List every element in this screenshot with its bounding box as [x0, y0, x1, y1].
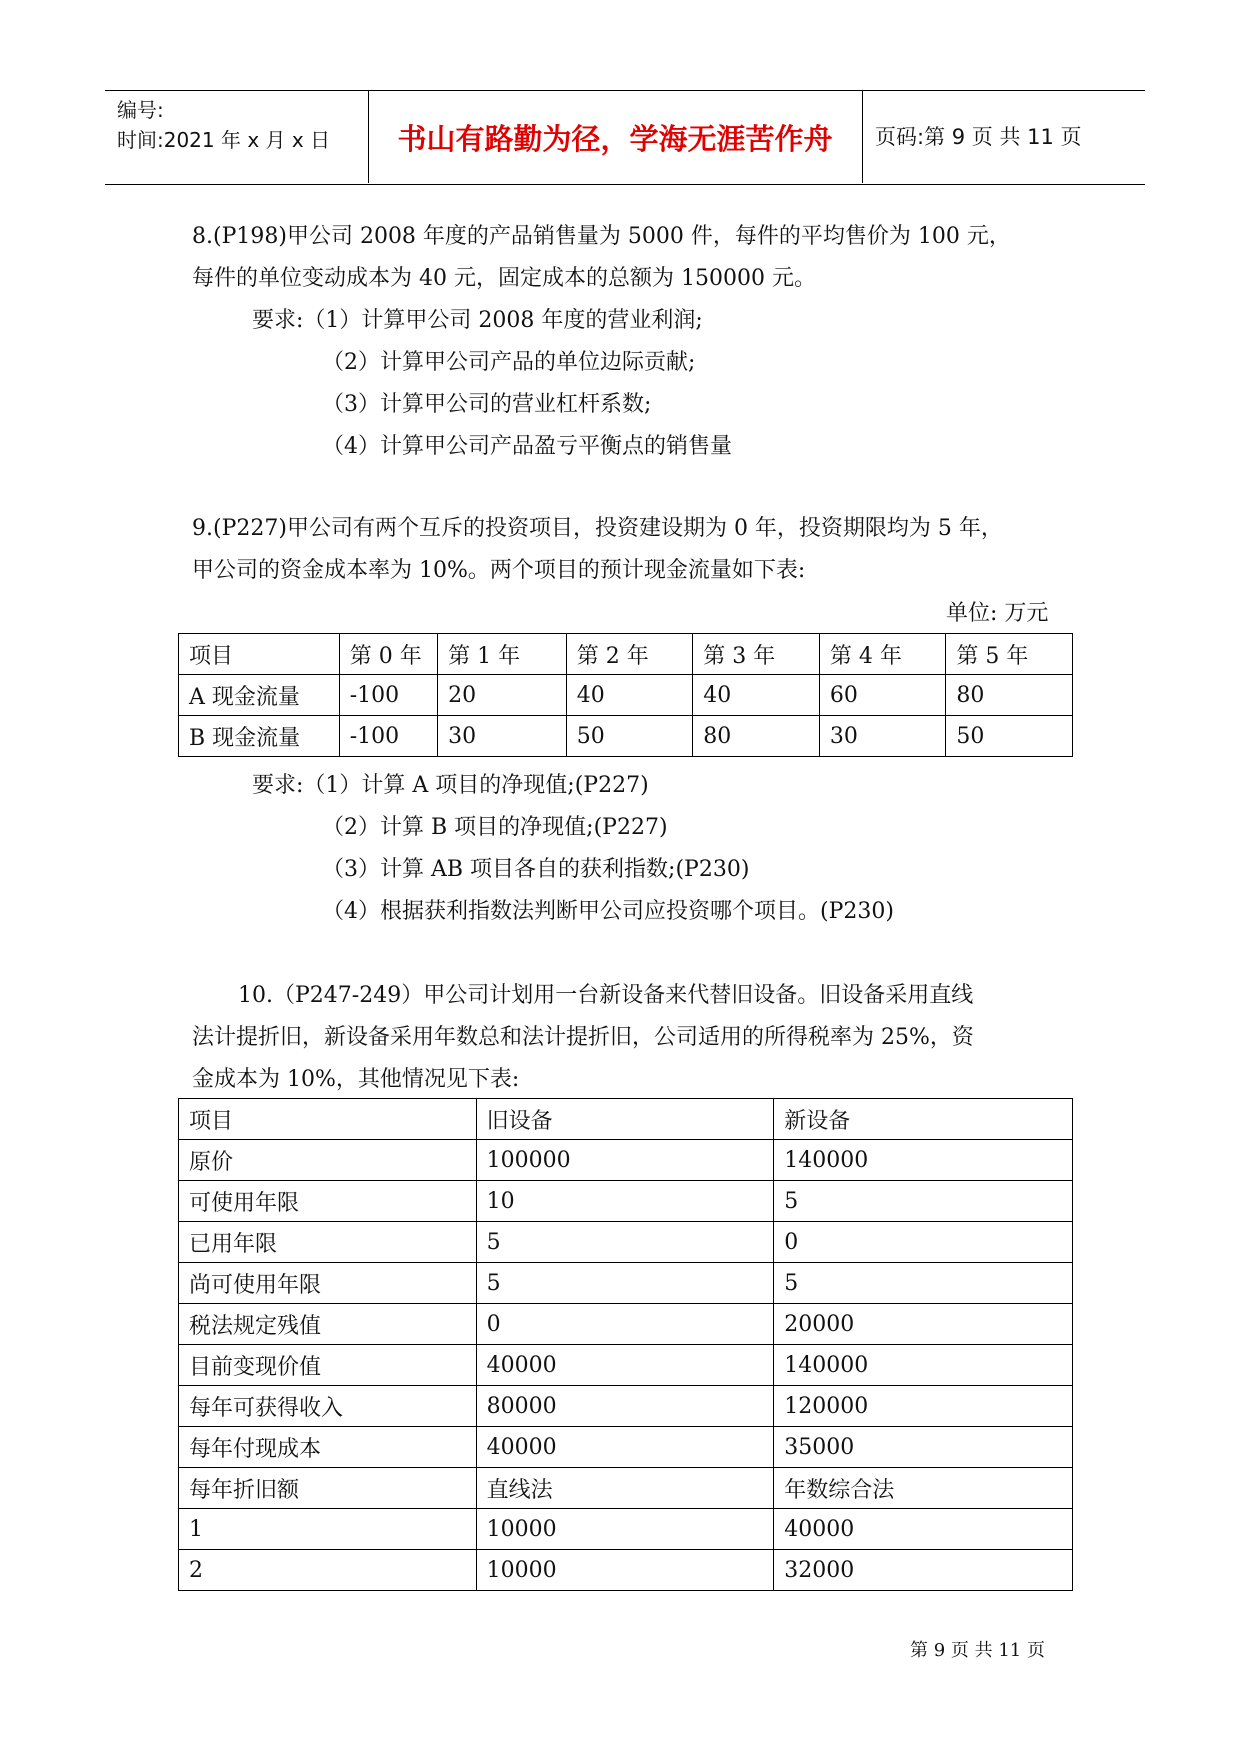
table-cell: 80 — [693, 716, 820, 757]
table-cell: B 现金流量 — [179, 716, 340, 757]
q10-line1: 10.（P247-249）甲公司计划用一台新设备来代替旧设备。旧设备采用直线 — [238, 983, 974, 1008]
table-cell: A 现金流量 — [179, 675, 340, 716]
table-row — [179, 1222, 1073, 1263]
table-header-cell: 新设备 — [774, 1099, 1073, 1140]
q8-line1: 8.(P198)甲公司 2008 年度的产品销售量为 5000 件，每件的平均售价为 100 元， — [192, 224, 1011, 249]
table-cell: 税法规定残值 — [179, 1304, 477, 1345]
table-header-cell: 项目 — [179, 1099, 477, 1140]
table-cell: 0 — [476, 1304, 774, 1345]
table-cell: 140000 — [774, 1140, 1073, 1181]
table-cell: 5 — [774, 1181, 1073, 1222]
table-header-cell: 第 2 年 — [566, 634, 693, 675]
table-row — [179, 1345, 1073, 1386]
table-cell: 40000 — [476, 1345, 774, 1386]
table-cell: 30 — [819, 716, 946, 757]
table-cell: 1 — [179, 1509, 477, 1550]
table-cell: 40000 — [774, 1509, 1073, 1550]
table-cell: 5 — [476, 1263, 774, 1304]
table-cell: 40 — [693, 675, 820, 716]
q8-line2: 每件的单位变动成本为 40 元，固定成本的总额为 150000 元。 — [192, 266, 816, 291]
table-cell: 32000 — [774, 1550, 1073, 1591]
q9-req1: 要求:（1）计算 A 项目的净现值;(P227) — [252, 773, 649, 798]
table-cell: 20 — [438, 675, 567, 716]
table-cell: 每年可获得收入 — [179, 1386, 477, 1427]
table-cell: 10000 — [476, 1509, 774, 1550]
header-divider — [368, 91, 369, 183]
table-cell: 40000 — [476, 1427, 774, 1468]
table-cell: 原价 — [179, 1140, 477, 1181]
table-cell: 0 — [774, 1222, 1073, 1263]
number-label: 编号: — [117, 98, 164, 122]
q9-line2: 甲公司的资金成本率为 10%。两个项目的预计现金流量如下表: — [192, 558, 806, 583]
table-cell: 40 — [566, 675, 693, 716]
table-cell: 已用年限 — [179, 1222, 477, 1263]
table-header-cell: 旧设备 — [476, 1099, 774, 1140]
table-cell: 5 — [476, 1222, 774, 1263]
table-row — [179, 1386, 1073, 1427]
table-header-row — [179, 1099, 1073, 1140]
table-cell: 目前变现价值 — [179, 1345, 477, 1386]
table-cell: -100 — [339, 716, 437, 757]
time-label: 时间:2021 年 x 月 x 日 — [117, 128, 331, 152]
table-row — [179, 1427, 1073, 1468]
table-cell: 5 — [774, 1263, 1073, 1304]
equipment-table — [178, 1098, 1073, 1591]
q9-req2: （2）计算 B 项目的净现值;(P227) — [322, 815, 668, 840]
table-cell: 10000 — [476, 1550, 774, 1591]
table-row — [179, 1509, 1073, 1550]
q8-req3: （3）计算甲公司的营业杠杆系数; — [322, 392, 652, 417]
table-cell: 2 — [179, 1550, 477, 1591]
table-row — [179, 1550, 1073, 1591]
table-header-cell: 第 5 年 — [946, 634, 1073, 675]
table-cell: 80000 — [476, 1386, 774, 1427]
q9-line1: 9.(P227)甲公司有两个互斥的投资项目，投资建设期为 0 年，投资期限均为 5 年， — [192, 516, 1003, 541]
table-cell: 35000 — [774, 1427, 1073, 1468]
q9-unit: 单位: 万元 — [946, 601, 1049, 626]
table-cell: 120000 — [774, 1386, 1073, 1427]
table-header-cell: 第 4 年 — [819, 634, 946, 675]
table-cell: 100000 — [476, 1140, 774, 1181]
header-motto: 书山有路勤为径，学海无涯苦作舟 — [397, 121, 833, 156]
table-row — [179, 1263, 1073, 1304]
table-header-cell: 项目 — [179, 634, 340, 675]
table-header-cell: 第 0 年 — [339, 634, 437, 675]
page-header — [105, 90, 1145, 185]
table-row — [179, 1468, 1073, 1509]
table-cell: 可使用年限 — [179, 1181, 477, 1222]
table-row — [179, 1304, 1073, 1345]
page-footer: 第 9 页 共 11 页 — [910, 1640, 1045, 1661]
table-cell: 80 — [946, 675, 1073, 716]
table-cell: 尚可使用年限 — [179, 1263, 477, 1304]
q8-req2: （2）计算甲公司产品的单位边际贡献; — [322, 350, 696, 375]
q9-req4: （4）根据获利指数法判断甲公司应投资哪个项目。(P230) — [322, 899, 894, 924]
table-cell: 50 — [566, 716, 693, 757]
q8-req4: （4）计算甲公司产品盈亏平衡点的销售量 — [322, 434, 732, 459]
table-header-cell: 第 1 年 — [438, 634, 567, 675]
table-header-row — [179, 634, 1073, 675]
table-cell: 年数综合法 — [774, 1468, 1073, 1509]
header-meta — [117, 95, 330, 155]
header-page-info: 页码:第 9 页 共 11 页 — [875, 125, 1082, 149]
table-cell: 直线法 — [476, 1468, 774, 1509]
table-row — [179, 1181, 1073, 1222]
q9-req3: （3）计算 AB 项目各自的获利指数;(P230) — [322, 857, 750, 882]
table-cell: 每年折旧额 — [179, 1468, 477, 1509]
table-header-cell: 第 3 年 — [693, 634, 820, 675]
cashflow-table — [178, 633, 1073, 757]
table-row — [179, 716, 1073, 757]
table-cell: -100 — [339, 675, 437, 716]
table-row — [179, 675, 1073, 716]
table-cell: 60 — [819, 675, 946, 716]
q8-req1: 要求:（1）计算甲公司 2008 年度的营业利润; — [252, 308, 703, 333]
table-cell: 140000 — [774, 1345, 1073, 1386]
q10-line2: 法计提折旧，新设备采用年数总和法计提折旧，公司适用的所得税率为 25%，资 — [192, 1025, 974, 1050]
table-cell: 20000 — [774, 1304, 1073, 1345]
table-cell: 10 — [476, 1181, 774, 1222]
table-cell: 每年付现成本 — [179, 1427, 477, 1468]
table-row — [179, 1140, 1073, 1181]
table-cell: 50 — [946, 716, 1073, 757]
header-divider — [862, 91, 863, 183]
q10-line3: 金成本为 10%，其他情况见下表: — [192, 1067, 520, 1092]
table-cell: 30 — [438, 716, 567, 757]
